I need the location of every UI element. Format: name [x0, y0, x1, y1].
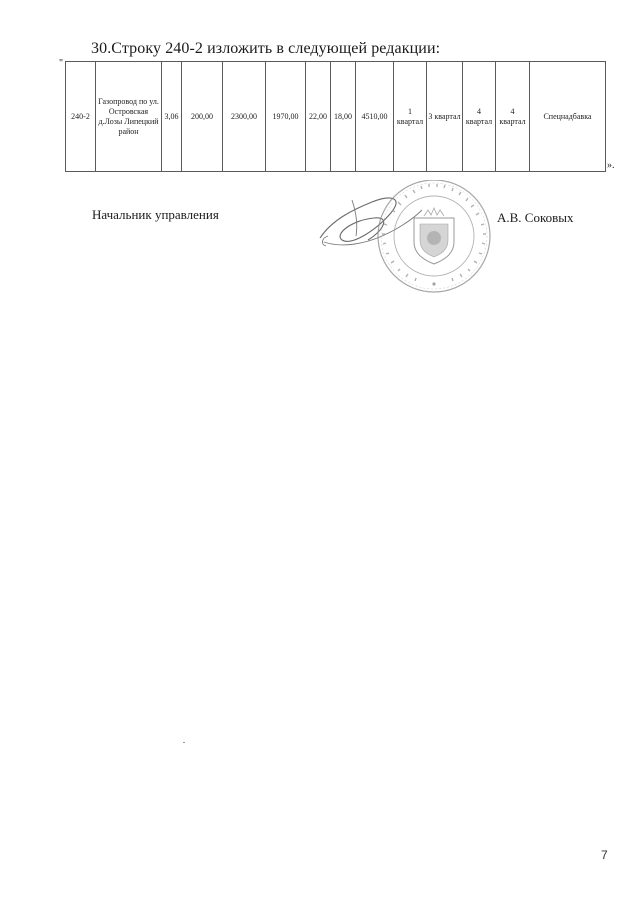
- section-heading: 30.Строку 240-2 изложить в следующей редакции:: [91, 40, 441, 57]
- table-row: [66, 62, 606, 172]
- quarter-cell: 1 квартал: [394, 62, 427, 172]
- value-cell: 2300,00: [223, 62, 266, 172]
- value-cell: 1970,00: [266, 62, 306, 172]
- replacement-row-table: [65, 61, 606, 172]
- page-number: 7: [601, 848, 608, 862]
- value-cell: 18,00: [331, 62, 356, 172]
- quarter-cell: 4 квартал: [463, 62, 496, 172]
- quarter-cell: 4 квартал: [496, 62, 530, 172]
- opening-quote: ": [59, 58, 64, 69]
- official-seal-signature: [312, 180, 512, 310]
- signer-position: Начальник управления: [92, 207, 219, 222]
- object-name-cell: Газопровод по ул. Островская д.Лозы Липецкий район: [96, 62, 162, 172]
- closing-quote: ».: [607, 160, 615, 171]
- value-cell: 200,00: [182, 62, 223, 172]
- value-cell: 22,00: [306, 62, 331, 172]
- scan-artifact: [183, 742, 185, 743]
- quarter-cell: 3 квартал: [427, 62, 463, 172]
- length-cell: 3,06: [162, 62, 182, 172]
- total-cell: 4510,00: [356, 62, 394, 172]
- funding-source-cell: Спецнадбавка: [530, 62, 606, 172]
- row-number-cell: 240-2: [66, 62, 96, 172]
- signer-name: А.В. Соковых: [497, 210, 574, 225]
- seal-icon: [378, 180, 490, 292]
